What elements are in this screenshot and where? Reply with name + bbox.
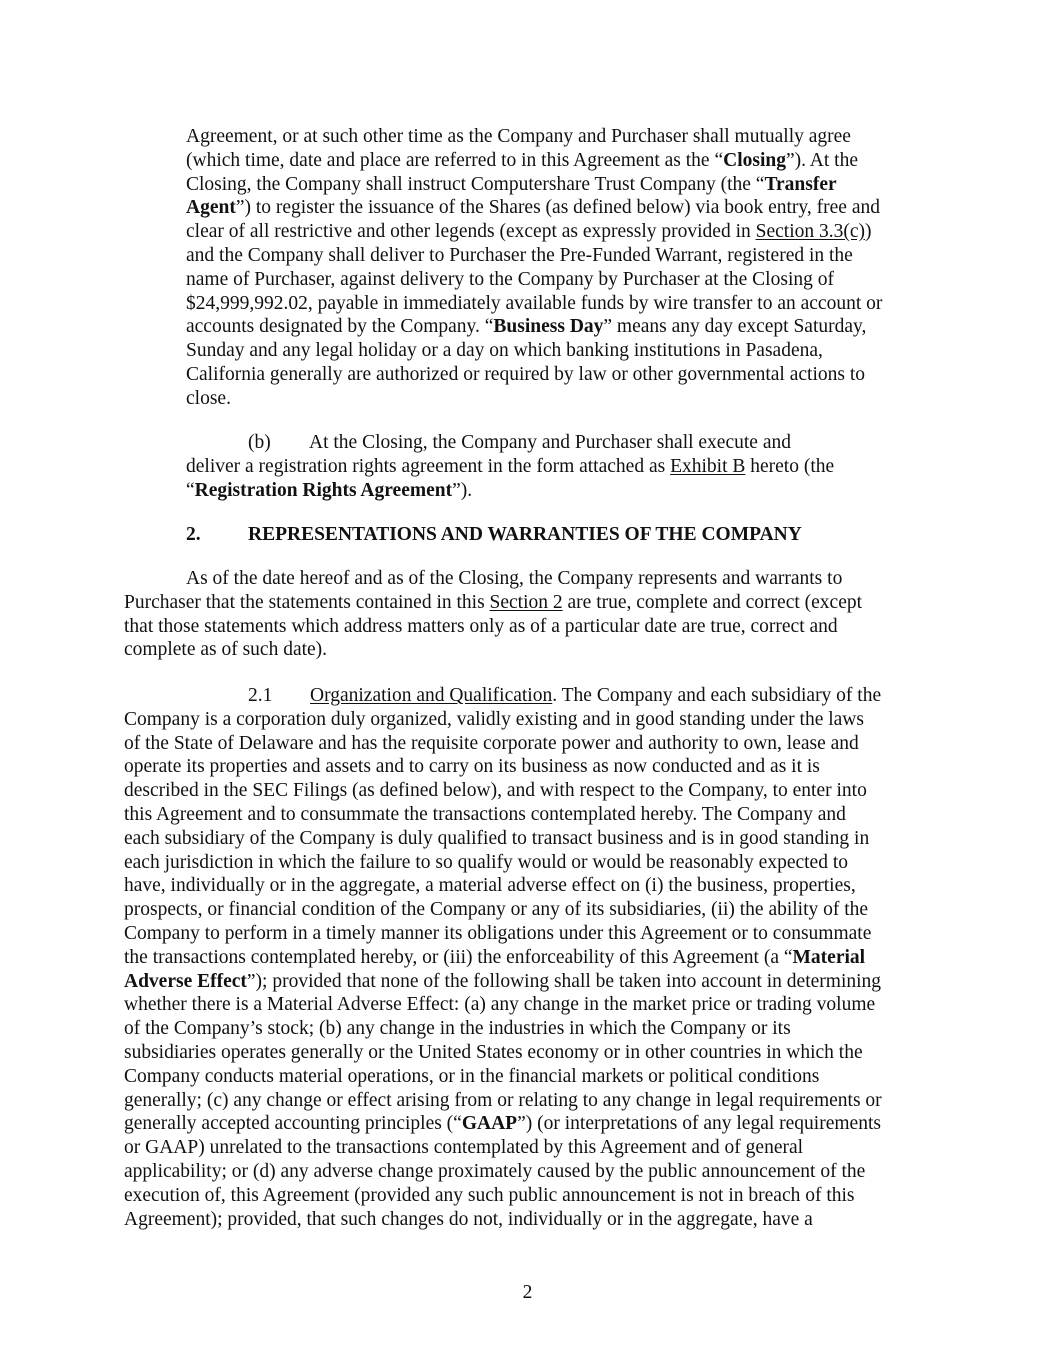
text-line — [124, 970, 944, 994]
text-line — [186, 149, 946, 173]
exhibit-reference: Exhibit B — [670, 455, 746, 477]
text-line — [124, 755, 944, 779]
text-line — [186, 244, 946, 268]
text-span: ”) (or interpretations of any legal requirements — [517, 1113, 881, 1135]
section-title: REPRESENTATIONS AND WARRANTIES OF THE COMPANY — [248, 524, 802, 545]
paragraph-closing — [186, 125, 946, 411]
section-reference: Section 2 — [489, 591, 563, 613]
text-line — [124, 1017, 944, 1041]
text-span: California generally are authorized or required by law or other governmental actions to — [186, 363, 865, 385]
text-span: have, individually or in the aggregate, a material adverse effect on (i) the business, properties, — [124, 875, 856, 897]
defined-term-material: Material — [792, 946, 866, 968]
defined-term-transfer: Transfer — [764, 173, 837, 195]
text-line — [124, 779, 944, 803]
text-span: Agreement); provided, that such changes do not, individually or in the aggregate, have a — [124, 1208, 813, 1230]
text-line — [186, 363, 946, 387]
text-span: subsidiaries operates generally or the United States economy or in other countries in which the — [124, 1041, 863, 1063]
text-span: operate its properties and assets and to carry on its business as now conducted and as it is — [124, 756, 820, 778]
clause-label: (b) — [248, 432, 271, 453]
text-line — [124, 638, 944, 662]
text-span: each subsidiary of the Company is duly qualified to transact business and is in good standing in — [124, 827, 870, 849]
text-span: ”); provided that none of the following shall be taken into account in determining — [246, 970, 882, 992]
text-line — [124, 922, 944, 946]
paragraph-representations-intro — [124, 567, 944, 662]
section-heading — [186, 523, 946, 547]
text-span: ”). At the — [785, 149, 858, 171]
text-span: and the Company shall deliver to Purchaser the Pre-Funded Warrant, registered in the — [186, 244, 853, 266]
text-span: Purchaser that the statements contained in this — [124, 591, 490, 613]
subsection-number: 2.1 — [248, 685, 273, 706]
section-number: 2. — [186, 524, 201, 545]
text-line — [124, 874, 944, 898]
text-line — [186, 292, 946, 316]
text-line — [124, 1065, 944, 1089]
text-span: each jurisdiction in which the failure to so qualify would or would be reasonably expected to — [124, 851, 849, 873]
text-span: ” means any day except Saturday, — [603, 316, 867, 338]
text-span: close. — [186, 387, 231, 409]
text-line — [186, 523, 946, 547]
text-line — [124, 851, 944, 875]
text-span: ”) to register the issuance of the Shares (as defined below) via book entry, free and — [235, 197, 880, 219]
text-span: are true, complete and correct (except — [562, 591, 863, 613]
text-line — [124, 732, 944, 756]
subsection-title: Organization and Qualification — [310, 685, 553, 706]
text-span: ) — [865, 221, 872, 243]
text-span: At the Closing, the Company and Purchaser shall execute and — [309, 432, 791, 453]
text-span: “ — [186, 479, 195, 501]
text-line — [186, 220, 946, 244]
text-line — [124, 1208, 944, 1232]
text-span: Company is a corporation duly organized, validly existing and in good standing under the laws — [124, 708, 864, 730]
text-span: of the State of Delaware and has the requisite corporate power and authority to own, lease and — [124, 732, 859, 754]
text-span: ”). — [452, 479, 473, 501]
text-span: described in the SEC Filings (as defined below), and with respect to the Company, to enter into — [124, 780, 867, 802]
defined-term-closing: Closing — [723, 149, 786, 171]
text-line — [124, 827, 944, 851]
text-span: applicability; or (d) any adverse change proximately caused by the public announcement of the — [124, 1160, 866, 1182]
text-line — [124, 431, 946, 455]
text-span: As of the date hereof and as of the Closing, the Company represents and warrants to — [186, 568, 843, 589]
text-span: name of Purchaser, against delivery to the Company by Purchaser at the Closing of — [186, 268, 834, 290]
text-span: whether there is a Material Adverse Effect: (a) any change in the market price or trading volume — [124, 994, 876, 1016]
text-line — [186, 387, 946, 411]
text-span: generally accepted accounting principles (“ — [124, 1113, 462, 1135]
text-span: of the Company’s stock; (b) any change in the industries in which the Company or its — [124, 1018, 791, 1040]
text-line — [186, 339, 946, 363]
text-line — [124, 708, 944, 732]
text-line — [186, 455, 946, 479]
text-line — [186, 479, 946, 503]
text-line — [186, 268, 946, 292]
text-line — [124, 946, 944, 970]
text-span: Company to perform in a timely manner its obligations under this Agreement or to consummate — [124, 922, 872, 944]
text-line — [186, 173, 946, 197]
text-line — [124, 1184, 944, 1208]
text-span: Company conducts material operations, or in the financial markets or political conditions — [124, 1065, 820, 1087]
text-line — [124, 803, 944, 827]
defined-term-gaap: GAAP — [461, 1113, 518, 1135]
defined-term-agent: Agent — [186, 197, 236, 219]
text-span: accounts designated by the Company. “ — [186, 316, 494, 338]
text-span: Agreement, or at such other time as the Company and Purchaser shall mutually agree — [186, 126, 851, 147]
text-span: complete as of such date). — [124, 639, 328, 661]
text-line — [124, 1089, 944, 1113]
text-span: execution of, this Agreement (provided any such public announcement is not in breach of this — [124, 1184, 855, 1206]
text-line — [124, 1041, 944, 1065]
text-line — [124, 1112, 944, 1136]
text-span: this Agreement and to consummate the transactions contemplated hereby. The Company and — [124, 803, 846, 825]
text-span: Sunday and any legal holiday or a day on which banking institutions in Pasadena, — [186, 340, 823, 362]
text-span: hereto (the — [745, 455, 835, 477]
text-span: or GAAP) unrelated to the transactions contemplated by this Agreement and of general — [124, 1137, 804, 1159]
text-line — [186, 125, 946, 149]
defined-term-registration-rights: Registration Rights Agreement — [194, 479, 453, 501]
text-span: generally; (c) any change or effect arising from or relating to any change in legal requirements or — [124, 1089, 882, 1111]
text-span: that those statements which address matters only as of a particular date are true, correct and — [124, 615, 838, 637]
page-number: 2 — [522, 1282, 533, 1303]
text-span: . The Company and each subsidiary of the — [552, 685, 882, 706]
defined-term-business-day: Business Day — [493, 316, 604, 338]
text-span: the transactions contemplated hereby, or (iii) the enforceability of this Agreement (a “ — [124, 946, 793, 968]
text-line — [124, 591, 944, 615]
text-line — [124, 615, 944, 639]
text-span: deliver a registration rights agreement in the form attached as — [186, 455, 671, 477]
text-line — [124, 684, 944, 708]
text-span: prospects, or financial condition of the Company or any of its subsidiaries, (ii) the ability of the — [124, 899, 869, 921]
text-line — [124, 898, 944, 922]
text-line — [186, 315, 946, 339]
section-reference: Section 3.3(c) — [755, 221, 866, 243]
text-line — [186, 196, 946, 220]
text-line — [124, 1160, 944, 1184]
text-span: clear of all restrictive and other legends (except as expressly provided in — [186, 221, 756, 243]
paragraph-organization-qualification — [124, 684, 944, 1231]
text-span: Closing, the Company shall instruct Computershare Trust Company (the “ — [186, 173, 765, 195]
text-line — [124, 1136, 944, 1160]
defined-term-adverse-effect: Adverse Effect — [124, 970, 247, 992]
text-span: $24,999,992.02, payable in immediately available funds by wire transfer to an account or — [186, 292, 883, 314]
text-span: (which time, date and place are referred to in this Agreement as the “ — [186, 149, 724, 171]
text-line — [124, 993, 944, 1017]
paragraph-registration-rights — [186, 431, 946, 502]
text-line — [124, 567, 944, 591]
